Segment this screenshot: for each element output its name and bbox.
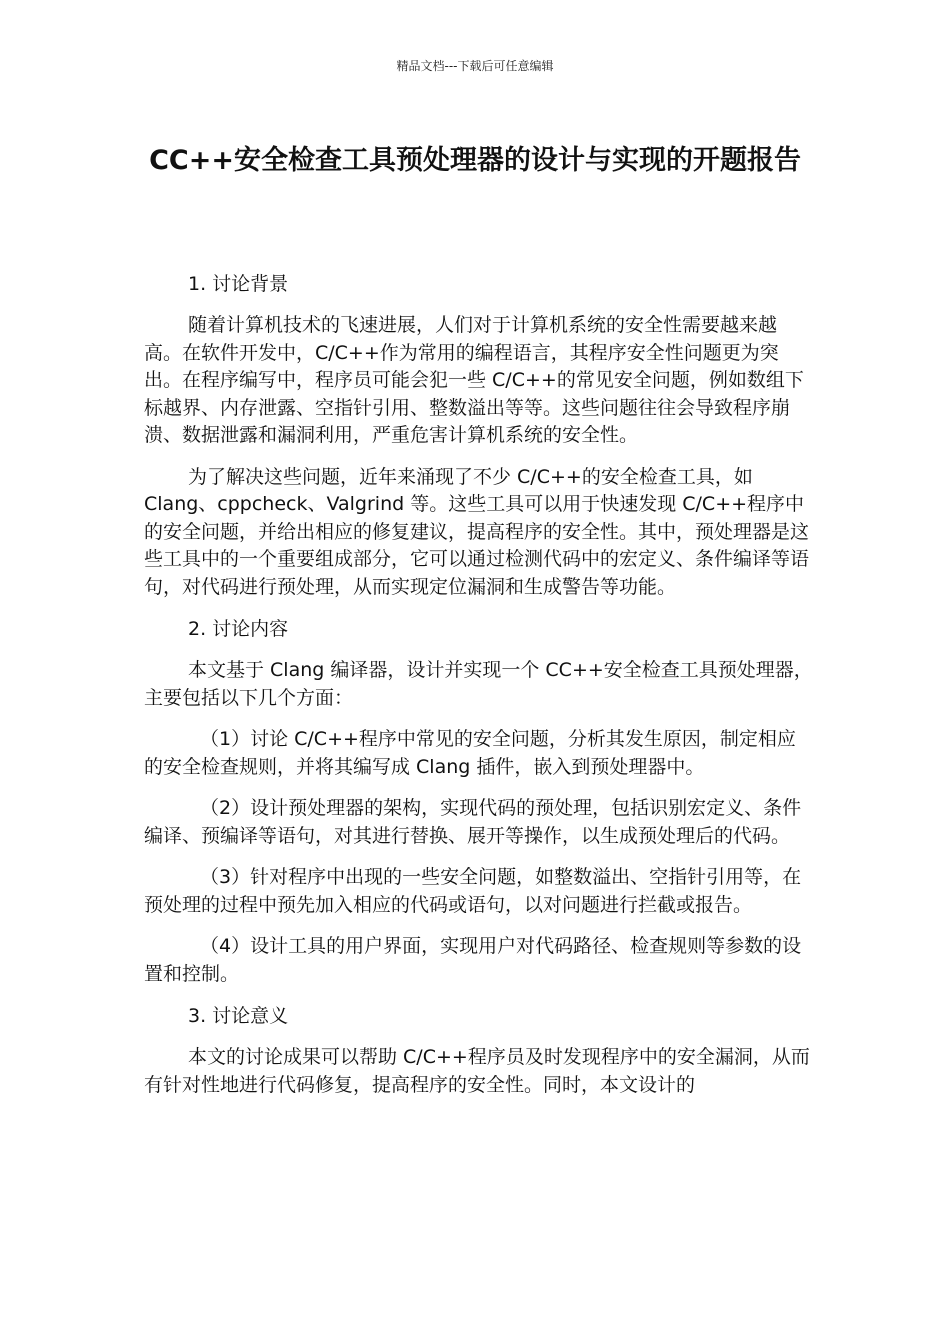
paragraph: 随着计算机技术的飞速进展，人们对于计算机系统的安全性需要越来越高。在软件开发中，C/C++作为常用的编程语言，其程序安全性问题更为突出。在程序编写中，程序员可能会犯一些 C/C++的常见安全问题，例如数组下标越界、内存泄露、空指针引用、整数溢出等等。这些问题往往会导致程序崩溃、数据泄露和漏洞利用，严重危害计算机系统的安全性。 <box>144 314 804 446</box>
paragraph: 为了解决这些问题，近年来涌现了不少 C/C++的安全检查工具，如 Clang、cppcheck、Valgrind 等。这些工具可以用于快速发现 C/C++程序中的安全问题，并给出相应的修复建议，提高程序的安全性。其中，预处理器是这些工具中的一个重要组成部分，它可以通过检测代码中的宏定义、条件编译等语句，对代码进行预处理，从而实现定位漏洞和生成警告等功能。 <box>144 465 810 598</box>
list-item: （2）设计预处理器的架构，实现代码的预处理，包括识别宏定义、条件编译、预编译等语句，对其进行替换、展开等操作，以生成预处理后的代码。 <box>144 797 802 847</box>
section-heading-significance: 3. 讨论意义 <box>188 1005 289 1027</box>
document-body <box>144 270 814 1113</box>
list-item: （1）讨论 C/C++程序中常见的安全问题，分析其发生原因，制定相应的安全检查规则，并将其编写成 Clang 插件，嵌入到预处理器中。 <box>144 728 796 778</box>
paragraph: 本文基于 Clang 编译器，设计并实现一个 CC++安全检查工具预处理器，主要包括以下几个方面： <box>144 659 813 709</box>
list-item: （3）针对程序中出现的一些安全问题，如整数溢出、空指针引用等，在预处理的过程中预先加入相应的代码或语句，以对问题进行拦截或报告。 <box>144 866 802 916</box>
paragraph: 本文的讨论成果可以帮助 C/C++程序员及时发现程序中的安全漏洞，从而有针对性地进行代码修复，提高程序的安全性。同时，本文设计的 <box>144 1046 810 1096</box>
document-title: CC++安全检查工具预处理器的设计与实现的开题报告 <box>149 145 801 176</box>
list-item: （4）设计工具的用户界面，实现用户对代码路径、检查规则等参数的设置和控制。 <box>144 935 802 985</box>
header-note: 精品文档---下载后可任意编辑 <box>396 59 554 73</box>
section-heading-content: 2. 讨论内容 <box>188 618 289 640</box>
section-heading-background: 1. 讨论背景 <box>188 273 289 295</box>
